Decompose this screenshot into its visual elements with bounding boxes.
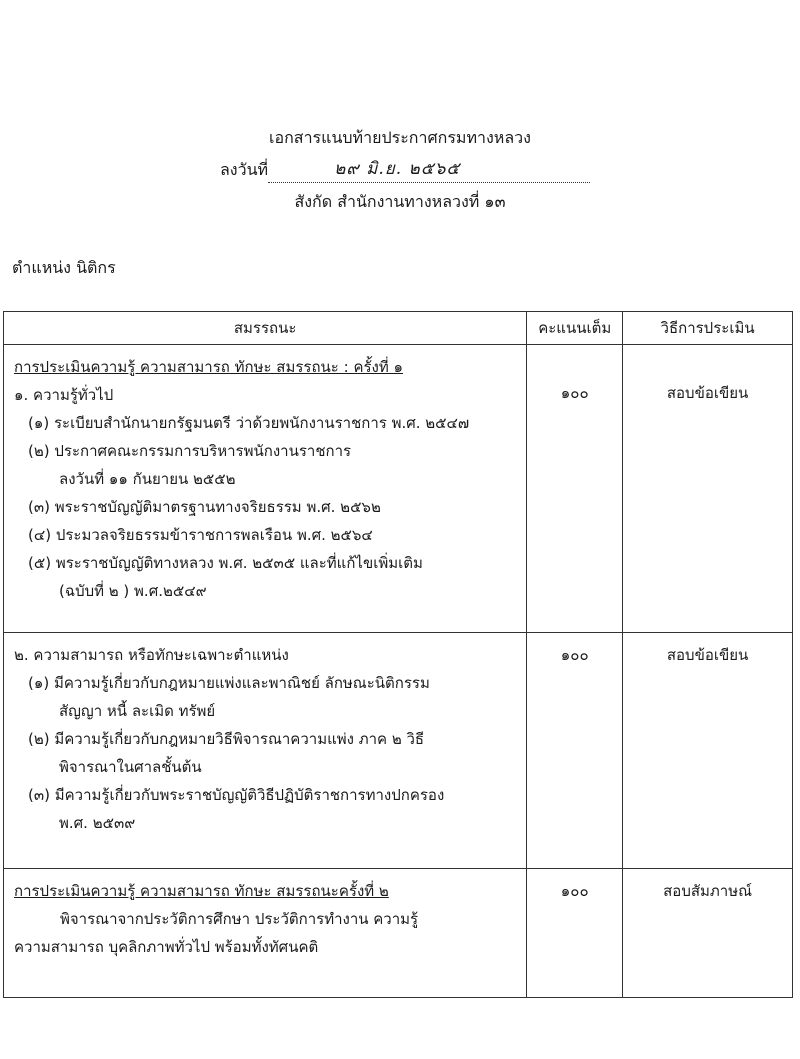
method-value: สอบสัมภาษณ์ [663, 882, 752, 900]
list-item: (๑) ระเบียบสำนักนายกรัฐมนตรี ว่าด้วยพนักงานราชการ พ.ศ. ๒๕๔๗ [28, 414, 470, 432]
list-item: สัญญา หนี้ ละเมิด ทรัพย์ [59, 702, 216, 720]
list-item: (๔) ประมวลจริยธรรมข้าราชการพลเรือน พ.ศ. ๒๕๖๔ [28, 526, 373, 544]
list-item: (๕) พระราชบัญญัติทางหลวง พ.ศ. ๒๕๓๕ และที่แก้ไขเพิ่มเติม [28, 554, 423, 572]
handwritten-date: ๒๙ มิ.ย. ๒๕๖๕ [334, 159, 461, 179]
score-value: ๑๐๐ [560, 882, 589, 900]
score-cell [527, 345, 623, 633]
method-value: สอบข้อเขียน [666, 384, 749, 402]
score-cell [527, 869, 623, 998]
header-full-score: คะแนนเต็ม [527, 312, 623, 345]
list-item: (๑) มีความรู้เกี่ยวกับกฎหมายแพ่งและพาณิชย์ ลักษณะนิติกรรม [28, 674, 430, 692]
score-value: ๑๐๐ [560, 384, 589, 402]
item1-title: ๑. ความรู้ทั่วไป [14, 386, 114, 404]
method-cell [623, 633, 793, 869]
date-dotted-field [268, 159, 590, 183]
list-item: ลงวันที่ ๑๑ กันยายน ๒๕๕๒ [59, 470, 236, 488]
competency-table [3, 311, 793, 998]
score-cell [527, 633, 623, 869]
list-item: พิจารณาในศาลชั้นต้น [59, 758, 202, 776]
method-cell [623, 345, 793, 633]
method-value: สอบข้อเขียน [666, 646, 749, 664]
date-line [220, 158, 590, 183]
table-row [4, 869, 793, 998]
method-cell [623, 869, 793, 998]
date-prefix: ลงวันที่ [220, 160, 269, 179]
section3-line: ความสามารถ บุคลิกภาพทั่วไป พร้อมทั้งทัศนคติ [14, 938, 319, 956]
list-item: (ฉบับที่ ๒ ) พ.ศ.๒๕๔๙ [59, 582, 207, 600]
list-item: (๒) ประกาศคณะกรรมการบริหารพนักงานราชการ [28, 442, 352, 460]
section1-heading: การประเมินความรู้ ความสามารถ ทักษะ สมรรถนะ : ครั้งที่ ๑ [14, 358, 404, 376]
competency-cell [4, 345, 527, 633]
list-item: (๓) พระราชบัญญัติมาตรฐานทางจริยธรรม พ.ศ. ๒๕๖๒ [28, 498, 381, 516]
position-label: ตำแหน่ง นิติกร [12, 258, 116, 277]
competency-cell [4, 869, 527, 998]
list-item: (๓) มีความรู้เกี่ยวกับพระราชบัญญัติวิธีปฏิบัติราชการทางปกครอง [28, 786, 445, 804]
section3-heading: การประเมินความรู้ ความสามารถ ทักษะ สมรรถนะครั้งที่ ๒ [14, 882, 389, 900]
section3-line: พิจารณาจากประวัติการศึกษา ประวัติการทำงาน ความรู้ [60, 910, 419, 928]
competency-cell [4, 633, 527, 869]
score-value: ๑๐๐ [560, 646, 589, 664]
header-method: วิธีการประเมิน [623, 312, 793, 345]
document-title: เอกสารแนบท้ายประกาศกรมทางหลวง [269, 128, 531, 147]
table-row [4, 633, 793, 869]
header-competency: สมรรถนะ [4, 312, 527, 345]
list-item: (๒) มีความรู้เกี่ยวกับกฎหมายวิธีพิจารณาความแพ่ง ภาค ๒ วิธี [28, 730, 425, 748]
list-item: พ.ศ. ๒๕๓๙ [59, 814, 136, 832]
item2-title: ๒. ความสามารถ หรือทักษะเฉพาะตำแหน่ง [14, 646, 289, 664]
department-line: สังกัด สำนักงานทางหลวงที่ ๑๓ [294, 192, 506, 211]
table-row [4, 345, 793, 633]
table-header-row [4, 312, 793, 345]
